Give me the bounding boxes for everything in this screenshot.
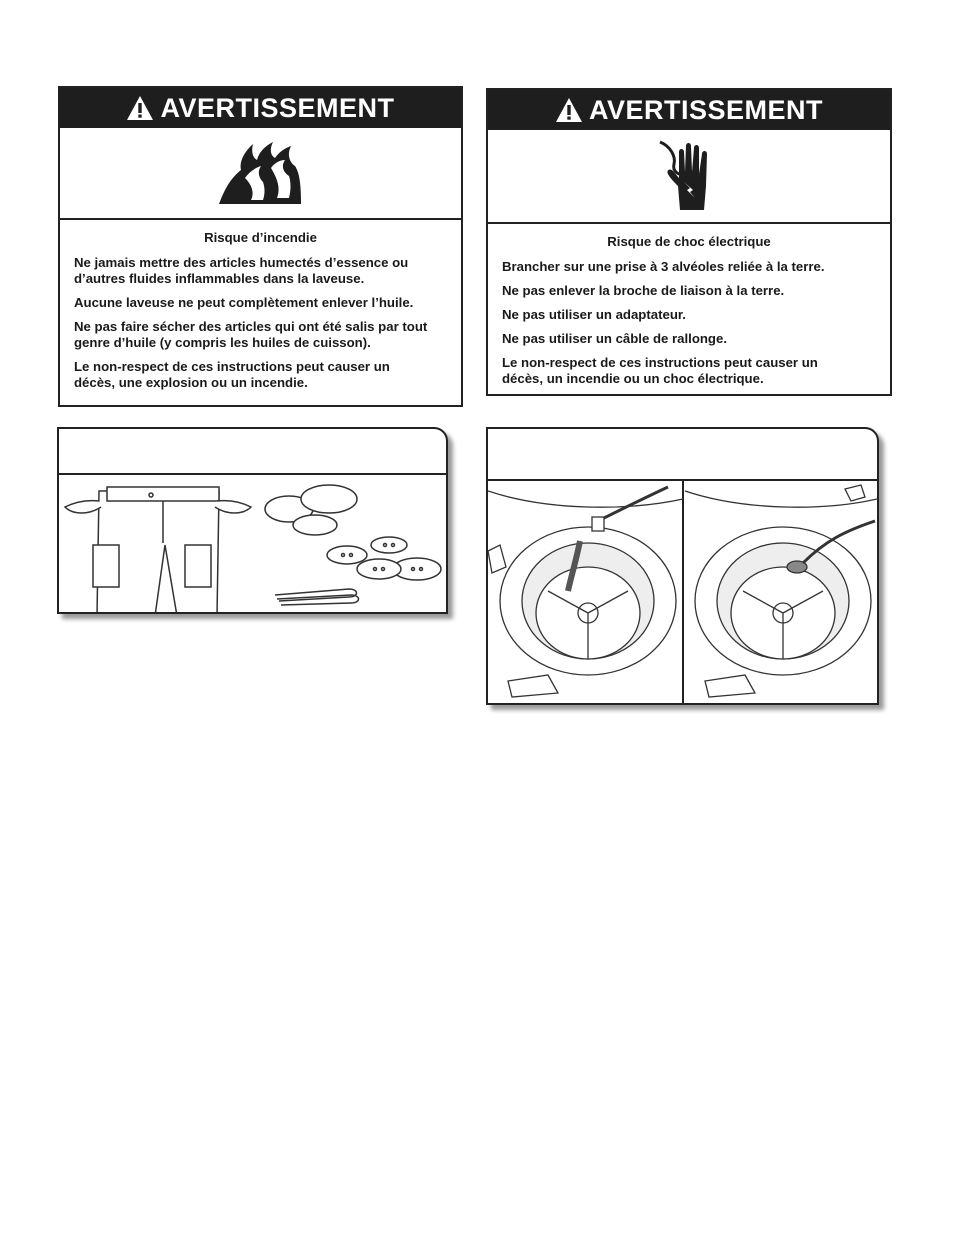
washer-place-cleaning-tablet-icon (685, 485, 877, 697)
pants-pockets-icon (65, 487, 251, 614)
warning-title: AVERTISSEMENT (588, 94, 824, 125)
warning-header (488, 90, 890, 130)
warning-title: AVERTISSEMENT (160, 92, 395, 123)
warning-line: Le non-respect de ces instructions peut causer un décès, une explosion ou un incendie. (74, 359, 390, 390)
buttons-icon (327, 537, 441, 580)
warning-triangle-icon (555, 97, 583, 123)
warning-line: Le non-respect de ces instructions peut causer un décès, un incendie ou un choc électrique. (502, 355, 818, 386)
panel-header (488, 429, 877, 481)
coins-icon (265, 485, 357, 535)
washer-pour-detergent-icon (488, 487, 683, 697)
warning-box-fire (58, 86, 463, 407)
fire-icon (60, 128, 461, 220)
electric-shock-hand-icon (488, 130, 890, 224)
safety-pins-icon (275, 589, 359, 605)
warning-triangle-icon (126, 95, 154, 121)
panel-header (59, 429, 446, 475)
warning-header (60, 88, 461, 128)
warning-line: Ne pas utiliser un adaptateur. (502, 307, 686, 322)
warning-heading: Risque de choc électrique (607, 234, 771, 249)
warning-line: Ne pas utiliser un câble de rallonge. (502, 331, 727, 346)
warning-line: Aucune laveuse ne peut complètement enlever l’huile. (74, 295, 414, 310)
illustration-panel-pockets (57, 427, 448, 614)
warning-line: Ne pas enlever la broche de liaison à la terre. (502, 283, 785, 298)
warning-line: Brancher sur une prise à 3 alvéoles reliée à la terre. (502, 259, 825, 274)
warning-line: Ne pas faire sécher des articles qui ont été salis par tout genre d’huile (y compris les huiles de cuisson). (74, 319, 428, 350)
illustration-panel-washer (486, 427, 879, 705)
warning-box-electric (486, 88, 892, 396)
warning-heading: Risque d’incendie (204, 230, 317, 245)
warning-line: Ne jamais mettre des articles humectés d’essence ou d’autres fluides inflammables dans la laveuse. (74, 255, 409, 286)
